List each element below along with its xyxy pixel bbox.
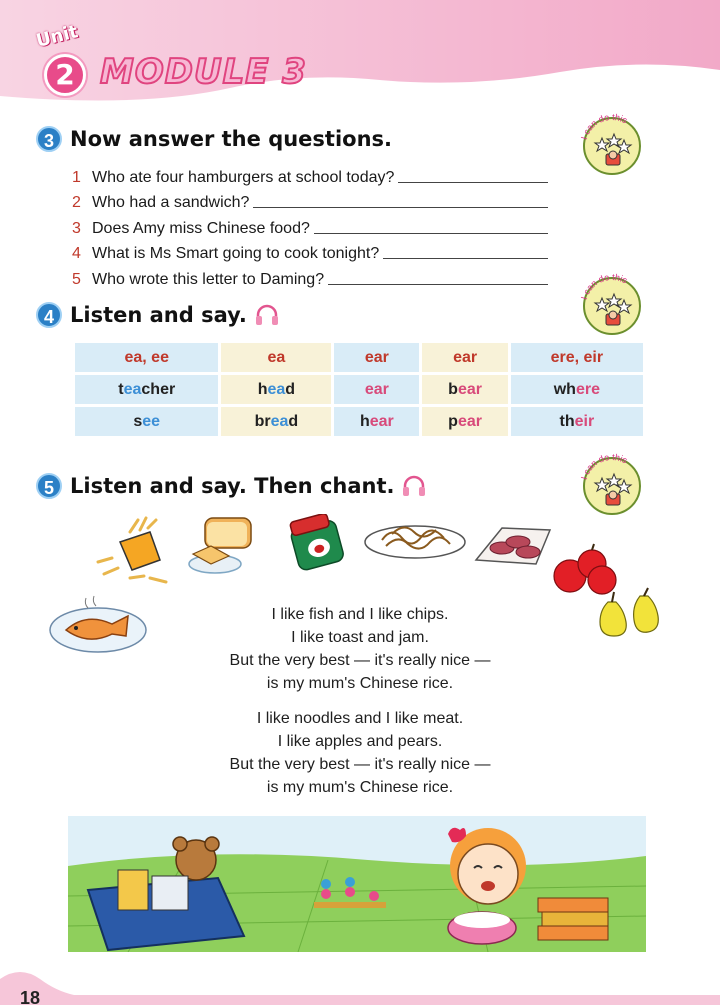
headphones-icon[interactable] — [255, 304, 279, 326]
question-number: 1 — [72, 168, 81, 186]
chant-line: But the very best — it's really nice — — [229, 756, 491, 773]
table-cell: see — [75, 407, 218, 436]
jam-jar-icon — [288, 514, 348, 572]
question-item — [72, 161, 548, 187]
svg-text:I can do this: I can do this — [578, 451, 629, 481]
section-number: 3 — [36, 126, 62, 152]
table-cell: ear — [334, 375, 419, 404]
answer-line[interactable] — [253, 207, 548, 208]
question-text: Who wrote this letter to Daming? — [92, 270, 325, 288]
question-item — [72, 238, 548, 264]
table-header-cell: ea — [221, 343, 331, 372]
question-item — [72, 212, 548, 238]
footer-decoration — [0, 965, 720, 1005]
question-number: 4 — [72, 245, 81, 262]
section-4-heading — [36, 302, 279, 328]
table-row — [75, 375, 643, 404]
chant-line: I like apples and pears. — [277, 733, 443, 750]
question-list — [72, 161, 548, 289]
unit-label: Unit — [34, 21, 81, 52]
table-header-cell: ea, ee — [75, 343, 218, 372]
question-item — [72, 187, 548, 213]
chant-line: is my mum's Chinese rice. — [266, 675, 454, 692]
module-title: MODULE 3 — [100, 52, 307, 92]
section-number: 4 — [36, 302, 62, 328]
toast-icon — [185, 512, 263, 576]
pears-icon — [590, 586, 670, 642]
table-cell: where — [511, 375, 643, 404]
noodles-icon — [362, 516, 468, 560]
question-number: 3 — [72, 219, 81, 237]
section-number: 5 — [36, 473, 62, 499]
chant-line: I like toast and jam. — [291, 629, 429, 646]
question-number: 5 — [72, 270, 81, 288]
table-cell: teacher — [75, 375, 218, 404]
question-number: 2 — [72, 194, 81, 211]
chant-line: I like noodles and I like meat. — [256, 710, 464, 727]
kid-eating-illustration — [68, 816, 646, 952]
table-header-row — [75, 343, 643, 372]
svg-text:I can do this: I can do this — [578, 271, 629, 301]
answer-line[interactable] — [398, 182, 548, 183]
chant-stanza — [200, 707, 520, 799]
question-text: Who had a sandwich? — [92, 194, 250, 211]
fish-plate-icon — [46, 594, 150, 656]
chant-line: is my mum's Chinese rice. — [266, 779, 454, 796]
can-do-badge-icon[interactable] — [576, 266, 648, 338]
section-5-heading — [36, 473, 426, 499]
table-cell: head — [221, 375, 331, 404]
can-do-badge-icon[interactable] — [576, 446, 648, 518]
chant-stanza — [200, 603, 520, 695]
meat-icon — [472, 522, 554, 568]
table-row — [75, 407, 643, 436]
answer-line[interactable] — [383, 258, 548, 259]
sound-table — [72, 340, 646, 439]
table-cell: bread — [221, 407, 331, 436]
chant-line: I like fish and I like chips. — [271, 606, 449, 623]
table-cell: bear — [422, 375, 507, 404]
section-title: Listen and say. Then chant. — [70, 474, 395, 498]
table-cell: their — [511, 407, 643, 436]
table-cell: hear — [334, 407, 419, 436]
unit-number-badge: 2 — [44, 54, 86, 96]
can-do-badge-icon[interactable] — [576, 106, 648, 178]
question-text: Who ate four hamburgers at school today? — [92, 168, 395, 186]
chant-line: But the very best — it's really nice — — [229, 652, 491, 669]
headphones-icon[interactable] — [402, 475, 426, 497]
chips-icon — [90, 512, 180, 592]
section-title: Listen and say. — [70, 303, 247, 327]
question-text: Does Amy miss Chinese food? — [92, 219, 310, 237]
answer-line[interactable] — [328, 284, 548, 285]
page-number: 18 — [20, 988, 41, 1005]
question-text: What is Ms Smart going to cook tonight? — [92, 245, 380, 262]
table-header-cell: ear — [422, 343, 507, 372]
table-header-cell: ear — [334, 343, 419, 372]
question-item — [72, 263, 548, 289]
table-header-cell: ere, eir — [511, 343, 643, 372]
section-title: Now answer the questions. — [70, 127, 393, 151]
section-3-heading — [36, 126, 392, 152]
svg-text:I can do this: I can do this — [578, 111, 629, 141]
chant-text — [200, 603, 520, 811]
table-cell: pear — [422, 407, 507, 436]
answer-line[interactable] — [314, 233, 548, 234]
